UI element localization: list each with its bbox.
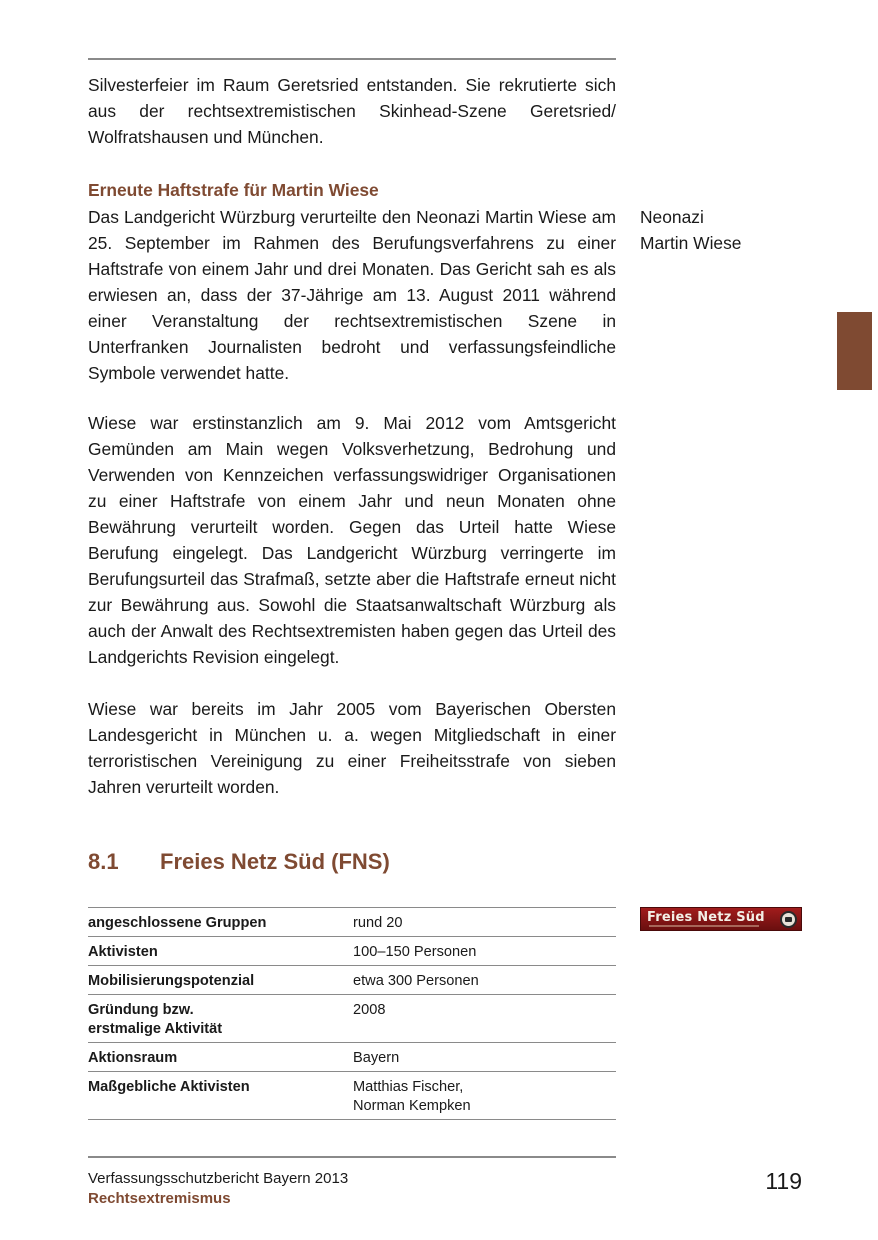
table-value: rund 20 bbox=[353, 915, 403, 931]
chapter-tab-marker bbox=[837, 312, 872, 390]
table-key: Maßgebliche Aktivisten bbox=[88, 1079, 250, 1095]
margin-note-line-2: Martin Wiese bbox=[640, 233, 742, 253]
table-value: Matthias Fischer, Norman Kempken bbox=[353, 1079, 471, 1114]
footer-subtitle: Rechtsextremismus bbox=[88, 1190, 231, 1207]
fact-table bbox=[88, 907, 616, 1120]
table-key: Mobilisierungspotenzial bbox=[88, 973, 255, 989]
table-value: Bayern bbox=[353, 1050, 400, 1066]
table-value: etwa 300 Personen bbox=[353, 973, 479, 989]
table-row bbox=[88, 1043, 616, 1072]
section-number: 8.1 bbox=[88, 849, 119, 874]
logo-emblem-icon bbox=[780, 911, 797, 928]
freies-netz-sued-logo bbox=[640, 907, 802, 931]
footer-title: Verfassungsschutzbericht Bayern 2013 bbox=[88, 1170, 349, 1187]
table-row bbox=[88, 995, 616, 1043]
margin-note-line-1: Neonazi bbox=[640, 207, 704, 227]
section-heading bbox=[88, 846, 390, 878]
table-value: 2008 bbox=[353, 1002, 386, 1018]
table-row bbox=[88, 966, 616, 995]
article-paragraph-3: Wiese war bereits im Jahr 2005 vom Bayerischen Obersten Landesgericht in München u. a. wegen Mitgliedschaft in einer terroristischen Vereinigung zu einer Freiheitsstrafe von sieben Jahren verurteilt worden. bbox=[88, 699, 616, 797]
table-row bbox=[88, 937, 616, 966]
top-rule bbox=[88, 58, 616, 60]
margin-note bbox=[640, 204, 741, 256]
table-key: Gründung bzw. erstmalige Aktivität bbox=[88, 1002, 223, 1037]
table-key: Aktionsraum bbox=[88, 1050, 178, 1066]
footer bbox=[88, 1169, 348, 1209]
intro-paragraph: Silvesterfeier im Raum Geretsried entstanden. Sie rekrutierte sich aus der rechtsextremistischen Skinhead-Szene Geretsried/ Wolfratshausen und München. bbox=[88, 75, 616, 147]
table-key: Aktivisten bbox=[88, 944, 158, 960]
logo-text: Freies Netz Süd bbox=[647, 910, 765, 925]
table-row bbox=[88, 1072, 616, 1120]
table-row bbox=[88, 908, 616, 937]
logo-underline bbox=[649, 925, 759, 927]
footer-rule bbox=[88, 1156, 616, 1158]
table-value: 100–150 Personen bbox=[353, 944, 477, 960]
section-title: Freies Netz Süd (FNS) bbox=[160, 849, 390, 874]
page-number: 119 bbox=[765, 1168, 802, 1194]
article-paragraph-1: Das Landgericht Würzburg verurteilte den Neonazi Martin Wiese am 25. September im Rahmen des Berufungsverfahrens zu einer Haftstrafe von einem Jahr und drei Monaten. Das Gericht sah es als erwiesen an, dass der 37-Jährige am 13. August 2011 während einer Veranstaltung der rechtsextremistischen Szene in Unterfranken Journalisten bedroht und verfassungsfeindliche Symbole verwendet hatte. bbox=[88, 207, 616, 383]
table-key: angeschlossene Gruppen bbox=[88, 915, 267, 931]
article-paragraph-2: Wiese war erstinstanzlich am 9. Mai 2012 vom Amtsgericht Gemünden am Main wegen Volksverhetzung, Bedrohung und Verwenden von Kennzeichen verfassungswidriger Organisationen zu einer Haftstrafe von einem Jahr und neun Monaten ohne Bewährung verurteilt worden. Gegen das Urteil hatte Wiese Berufung eingelegt. Das Landgericht Würzburg verringerte im Berufungsurteil das Strafmaß, setzte aber die Haftstrafe erneut nicht zur Bewährung aus. Sowohl die Staatsanwaltschaft Würzburg als auch der Anwalt des Rechtsextremisten haben gegen das Urteil des Landgerichts Revision eingelegt. bbox=[88, 413, 616, 667]
article-subheading: Erneute Haftstrafe für Martin Wiese bbox=[88, 180, 379, 200]
